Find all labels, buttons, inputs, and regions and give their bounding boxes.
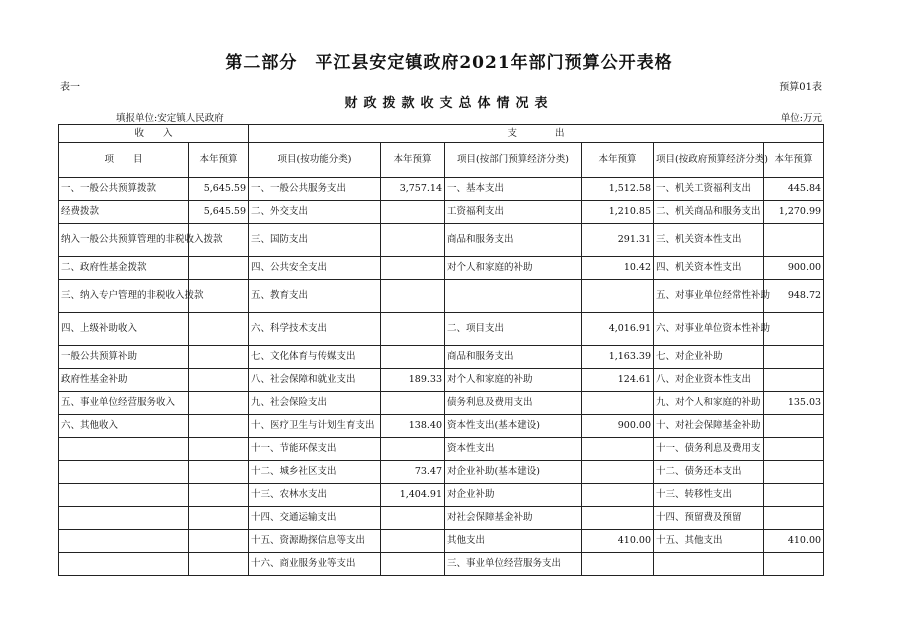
cell-function-budget	[381, 507, 445, 530]
cell-gov-econ-item: 九、对个人和家庭的补助	[654, 392, 764, 415]
cell-dept-econ-item: 资本性支出	[445, 438, 582, 461]
cell-dept-econ-budget	[582, 507, 654, 530]
cell-dept-econ-item: 工资福利支出	[445, 201, 582, 224]
table-row	[59, 369, 824, 392]
cell-income-item: 一、一般公共预算拨款	[59, 178, 189, 201]
section-header-row	[59, 125, 824, 143]
cell-gov-econ-budget: 1,270.99	[764, 201, 824, 224]
cell-function-item: 十二、城乡社区支出	[249, 461, 381, 484]
cell-function-budget: 138.40	[381, 415, 445, 438]
cell-dept-econ-item: 商品和服务支出	[445, 224, 582, 257]
cell-income-item: 五、事业单位经营服务收入	[59, 392, 189, 415]
cell-dept-econ-budget: 410.00	[582, 530, 654, 553]
cell-income-budget	[189, 313, 249, 346]
cell-gov-econ-budget	[764, 461, 824, 484]
cell-income-budget	[189, 461, 249, 484]
table-row	[59, 507, 824, 530]
cell-dept-econ-budget: 4,016.91	[582, 313, 654, 346]
cell-function-budget: 73.47	[381, 461, 445, 484]
cell-income-budget	[189, 484, 249, 507]
table-row	[59, 346, 824, 369]
cell-gov-econ-item: 二、机关商品和服务支出	[654, 201, 764, 224]
cell-function-item: 六、科学技术支出	[249, 313, 381, 346]
table-row	[59, 553, 824, 576]
cell-income-budget	[189, 346, 249, 369]
table-row	[59, 280, 824, 313]
cell-function-item: 一、一般公共服务支出	[249, 178, 381, 201]
cell-dept-econ-budget: 10.42	[582, 257, 654, 280]
page-title: 第二部分 平江县安定镇政府2021年部门预算公开表格	[225, 53, 673, 73]
cell-function-item: 十、医疗卫生与计划生育支出	[249, 415, 381, 438]
cell-function-budget	[381, 224, 445, 257]
cell-dept-econ-item: 三、事业单位经营服务支出	[445, 553, 582, 576]
cell-function-item: 三、国防支出	[249, 224, 381, 257]
cell-dept-econ-item: 商品和服务支出	[445, 346, 582, 369]
cell-income-item	[59, 461, 189, 484]
cell-function-budget	[381, 438, 445, 461]
col-header-dept-econ-budget: 本年预算	[582, 143, 654, 178]
cell-gov-econ-item: 四、机关资本性支出	[654, 257, 764, 280]
cell-income-item	[59, 553, 189, 576]
table-row	[59, 484, 824, 507]
table-row	[59, 257, 824, 280]
cell-income-item: 六、其他收入	[59, 415, 189, 438]
col-header-income-budget: 本年预算	[189, 143, 249, 178]
cell-dept-econ-item: 资本性支出(基本建设)	[445, 415, 582, 438]
table-row	[59, 178, 824, 201]
cell-gov-econ-budget	[764, 313, 824, 346]
cell-gov-econ-budget: 948.72	[764, 280, 824, 313]
table-row	[59, 415, 824, 438]
cell-dept-econ-budget	[582, 280, 654, 313]
cell-gov-econ-budget: 445.84	[764, 178, 824, 201]
cell-dept-econ-budget: 1,163.39	[582, 346, 654, 369]
cell-income-item: 二、政府性基金拨款	[59, 257, 189, 280]
cell-function-budget	[381, 280, 445, 313]
cell-function-item: 五、教育支出	[249, 280, 381, 313]
cell-function-budget: 189.33	[381, 369, 445, 392]
col-header-function-item: 项目(按功能分类)	[249, 143, 381, 178]
cell-function-item: 十五、资源勘探信息等支出	[249, 530, 381, 553]
cell-income-budget	[189, 507, 249, 530]
cell-income-item	[59, 484, 189, 507]
cell-income-budget	[189, 392, 249, 415]
table-row	[59, 201, 824, 224]
column-header-row	[59, 143, 824, 178]
col-header-gov-econ-item: 项目(按政府预算经济分类)	[654, 143, 764, 178]
budget-table	[58, 124, 824, 576]
cell-income-budget: 5,645.59	[189, 178, 249, 201]
cell-dept-econ-item: 债务利息及费用支出	[445, 392, 582, 415]
reporting-unit: 填报单位:安定镇人民政府	[116, 113, 224, 124]
expense-section-header: 支 出	[249, 125, 824, 143]
unit-label: 单位:万元	[780, 113, 822, 124]
cell-function-item: 十六、商业服务业等支出	[249, 553, 381, 576]
cell-dept-econ-item: 对企业补助(基本建设)	[445, 461, 582, 484]
col-header-function-budget: 本年预算	[381, 143, 445, 178]
col-header-gov-econ-budget: 本年预算	[764, 143, 824, 178]
cell-gov-econ-item: 一、机关工资福利支出	[654, 178, 764, 201]
cell-dept-econ-item: 对个人和家庭的补助	[445, 369, 582, 392]
cell-dept-econ-budget: 1,210.85	[582, 201, 654, 224]
table-row	[59, 224, 824, 257]
cell-function-budget	[381, 392, 445, 415]
cell-function-budget	[381, 346, 445, 369]
cell-gov-econ-item: 十五、其他支出	[654, 530, 764, 553]
cell-income-item: 纳入一般公共预算管理的非税收入拨款	[59, 224, 189, 257]
sheet-number-right: 预算01表	[779, 82, 822, 93]
cell-income-item: 三、纳入专户管理的非税收入拨款	[59, 280, 189, 313]
cell-gov-econ-item: 五、对事业单位经常性补助	[654, 280, 764, 313]
cell-gov-econ-budget	[764, 415, 824, 438]
cell-function-item: 十四、交通运输支出	[249, 507, 381, 530]
table-row	[59, 392, 824, 415]
cell-gov-econ-budget	[764, 224, 824, 257]
cell-function-item: 七、文化体育与传媒支出	[249, 346, 381, 369]
cell-gov-econ-budget	[764, 507, 824, 530]
cell-gov-econ-item: 十一、债务利息及费用支	[654, 438, 764, 461]
cell-function-budget: 1,404.91	[381, 484, 445, 507]
cell-gov-econ-budget	[764, 438, 824, 461]
cell-gov-econ-budget	[764, 346, 824, 369]
cell-income-budget	[189, 553, 249, 576]
cell-gov-econ-budget	[764, 369, 824, 392]
cell-income-budget	[189, 530, 249, 553]
cell-dept-econ-budget	[582, 553, 654, 576]
cell-dept-econ-budget: 291.31	[582, 224, 654, 257]
cell-function-item: 四、公共安全支出	[249, 257, 381, 280]
cell-income-budget: 5,645.59	[189, 201, 249, 224]
cell-dept-econ-budget	[582, 461, 654, 484]
cell-income-budget	[189, 438, 249, 461]
cell-function-budget	[381, 530, 445, 553]
cell-dept-econ-budget: 1,512.58	[582, 178, 654, 201]
cell-gov-econ-budget: 410.00	[764, 530, 824, 553]
table-row	[59, 530, 824, 553]
cell-income-budget	[189, 415, 249, 438]
cell-function-item: 二、外交支出	[249, 201, 381, 224]
cell-gov-econ-item: 十三、转移性支出	[654, 484, 764, 507]
cell-income-item	[59, 530, 189, 553]
cell-dept-econ-item	[445, 280, 582, 313]
table-title: 财政拨款收支总体情况表	[344, 96, 554, 111]
cell-dept-econ-item: 一、基本支出	[445, 178, 582, 201]
table-row	[59, 438, 824, 461]
cell-dept-econ-budget	[582, 438, 654, 461]
cell-function-budget: 3,757.14	[381, 178, 445, 201]
cell-dept-econ-item: 对企业补助	[445, 484, 582, 507]
cell-gov-econ-item: 八、对企业资本性支出	[654, 369, 764, 392]
cell-gov-econ-budget: 900.00	[764, 257, 824, 280]
cell-dept-econ-item: 其他支出	[445, 530, 582, 553]
cell-gov-econ-item: 六、对事业单位资本性补助	[654, 313, 764, 346]
cell-income-budget	[189, 369, 249, 392]
cell-dept-econ-item: 对个人和家庭的补助	[445, 257, 582, 280]
cell-income-item: 一般公共预算补助	[59, 346, 189, 369]
cell-dept-econ-budget: 900.00	[582, 415, 654, 438]
cell-income-item: 政府性基金补助	[59, 369, 189, 392]
cell-gov-econ-item: 三、机关资本性支出	[654, 224, 764, 257]
cell-income-budget	[189, 257, 249, 280]
table-row	[59, 313, 824, 346]
cell-dept-econ-budget	[582, 392, 654, 415]
income-section-header: 收 入	[59, 125, 249, 143]
cell-gov-econ-item: 十、对社会保障基金补助	[654, 415, 764, 438]
cell-dept-econ-item: 对社会保障基金补助	[445, 507, 582, 530]
cell-function-budget	[381, 553, 445, 576]
cell-gov-econ-budget	[764, 553, 824, 576]
cell-dept-econ-budget: 124.61	[582, 369, 654, 392]
cell-function-budget	[381, 201, 445, 224]
cell-function-item: 九、社会保险支出	[249, 392, 381, 415]
col-header-income-item: 项 目	[59, 143, 189, 178]
cell-gov-econ-item	[654, 553, 764, 576]
cell-gov-econ-item: 七、对企业补助	[654, 346, 764, 369]
cell-gov-econ-budget	[764, 484, 824, 507]
cell-gov-econ-budget: 135.03	[764, 392, 824, 415]
cell-dept-econ-budget	[582, 484, 654, 507]
cell-function-budget	[381, 313, 445, 346]
cell-gov-econ-item: 十二、债务还本支出	[654, 461, 764, 484]
cell-function-item: 十一、节能环保支出	[249, 438, 381, 461]
table-row	[59, 461, 824, 484]
cell-income-item	[59, 438, 189, 461]
cell-gov-econ-item: 十四、预留费及预留	[654, 507, 764, 530]
cell-function-budget	[381, 257, 445, 280]
cell-function-item: 十三、农林水支出	[249, 484, 381, 507]
cell-dept-econ-item: 二、项目支出	[445, 313, 582, 346]
col-header-dept-econ-item: 项目(按部门预算经济分类)	[445, 143, 582, 178]
cell-income-item	[59, 507, 189, 530]
cell-function-item: 八、社会保障和就业支出	[249, 369, 381, 392]
cell-income-item: 经费拨款	[59, 201, 189, 224]
cell-income-item: 四、上级补助收入	[59, 313, 189, 346]
sheet-number-left: 表一	[60, 82, 80, 93]
